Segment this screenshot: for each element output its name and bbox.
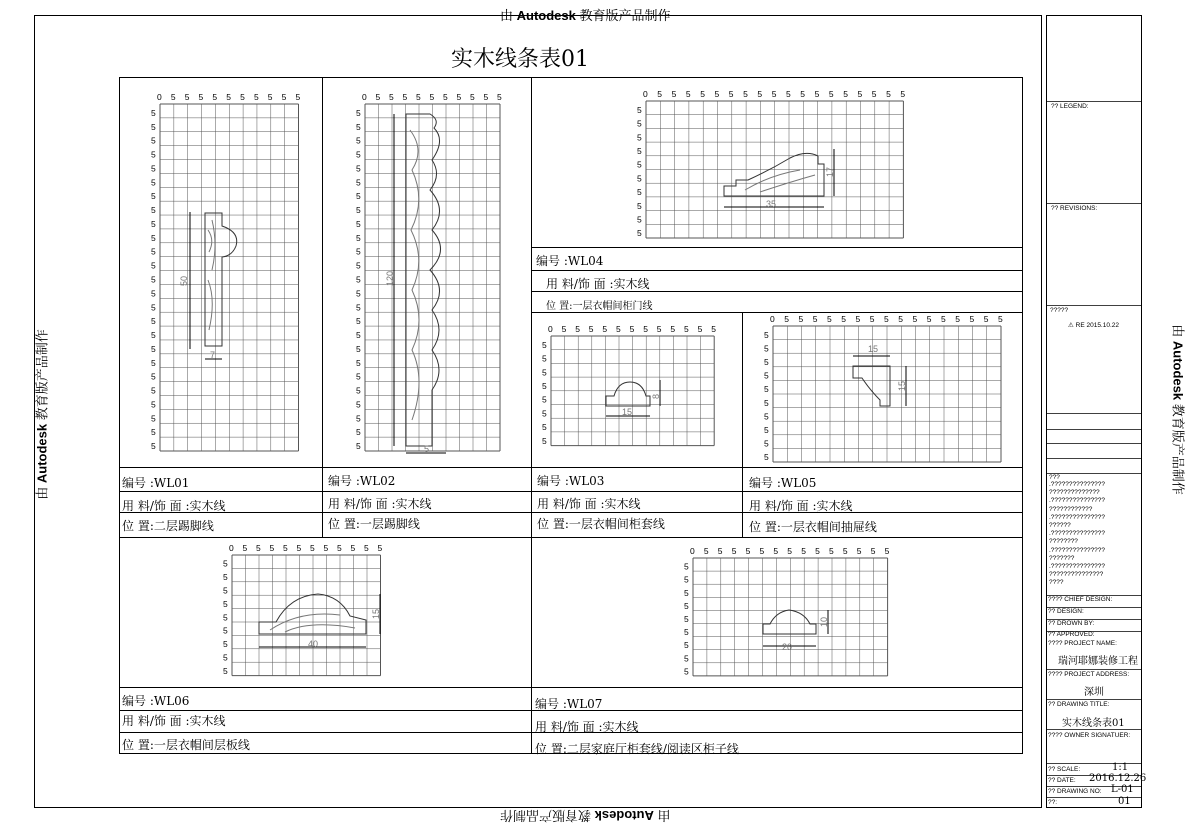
- revision-header: ?????: [1050, 307, 1069, 314]
- note-line: .???????????????: [1049, 497, 1106, 505]
- grid-col-label: 5: [983, 314, 989, 324]
- grid-row-label: 5: [151, 316, 156, 327]
- grid-row-label: 5: [637, 228, 642, 239]
- grid-row-label: 5: [637, 104, 642, 115]
- grid-col-label: 5: [656, 324, 662, 334]
- grid-col-label: 5: [728, 89, 734, 99]
- grid-col-label: 5: [798, 314, 804, 324]
- grid-col-label: 5: [759, 546, 765, 556]
- grid-row-label: 5: [223, 598, 228, 609]
- grid-row-label: 5: [356, 316, 361, 327]
- grid-row-label: 5: [637, 132, 642, 143]
- grid-row-label: 5: [356, 413, 361, 424]
- grid-row-label: 5: [223, 612, 228, 623]
- grid-row-label: 5: [151, 288, 156, 299]
- grid-row-label: 5: [684, 666, 689, 677]
- grid-col-label: 0: [643, 89, 648, 99]
- revisions-label: ?? REVISIONS:: [1051, 205, 1098, 212]
- wl04-material: 用 料/饰 面 :实木线: [546, 277, 650, 291]
- watermark-top: 由 Autodesk 教育版产品制作: [500, 8, 671, 23]
- grid-col-label: 5: [561, 324, 567, 334]
- grid-row-label: 5: [637, 187, 642, 198]
- drawing-title-label: ?? DRAWING TITLE:: [1048, 701, 1110, 708]
- grid-col-label: 0: [690, 546, 695, 556]
- wl05-location: 位 置:一层衣帽间抽屉线: [749, 520, 877, 534]
- grid-col-label: 0: [362, 92, 367, 102]
- grid-col-label: 5: [926, 314, 932, 324]
- grid-col-label: 5: [684, 324, 689, 334]
- grid-row-label: 5: [356, 246, 361, 257]
- project-address: 深圳: [1084, 687, 1104, 698]
- dim-wl04-height: 17: [825, 166, 835, 177]
- grid-col-label: 5: [337, 543, 342, 553]
- wl02-code: 编号 :WL02: [328, 474, 396, 488]
- grid-row-label: 5: [356, 330, 361, 341]
- grid-col-label: 5: [671, 89, 677, 99]
- grid-row-label: 5: [764, 343, 769, 354]
- grid-row-label: 5: [542, 353, 547, 364]
- grid-row-label: 5: [684, 627, 689, 638]
- wl03-material: 用 料/饰 面 :实木线: [537, 497, 641, 511]
- grid-row-label: 5: [684, 640, 689, 651]
- grid-col-label: 5: [456, 92, 462, 102]
- grid-col-label: 5: [267, 92, 273, 102]
- profile-wl04-outline: [724, 153, 824, 196]
- grid-col-label: 5: [443, 92, 448, 102]
- grid-row-label: 5: [356, 191, 361, 202]
- grid-row-label: 5: [637, 200, 642, 211]
- grid-col-label: 5: [998, 314, 1003, 324]
- grid-col-label: 5: [242, 543, 248, 553]
- grid-col-label: 5: [375, 92, 381, 102]
- wl03-location: 位 置:一层衣帽间柜套线: [537, 517, 665, 531]
- revision-entry: ⚠ RE 2015.10.22: [1068, 322, 1120, 329]
- wl01-material: 用 料/饰 面 :实木线: [122, 499, 226, 513]
- grid-col-label: 5: [827, 314, 832, 324]
- grid-col-label: 5: [801, 546, 806, 556]
- legend-label: ?? LEGEND:: [1051, 103, 1089, 110]
- grid-col-label: 0: [229, 543, 234, 553]
- grid-row-label: 5: [151, 246, 156, 257]
- chief-design-label: ???? CHIEF DESIGN:: [1048, 596, 1113, 603]
- note-line: .???????????????: [1049, 530, 1106, 538]
- grid-col-label: 5: [295, 92, 301, 102]
- watermark-left: 由 Autodesk 教育版产品制作: [34, 329, 50, 500]
- grid-row-label: 5: [151, 343, 156, 354]
- grid-col-label: 5: [350, 543, 356, 553]
- grid-row-label: 5: [356, 371, 361, 382]
- grid-col-label: 5: [184, 92, 190, 102]
- dim-wl07-width: 20: [782, 642, 793, 652]
- grid-row-label: 5: [356, 149, 361, 160]
- grid-col-label: 5: [743, 89, 748, 99]
- note-line: .???????????????: [1049, 546, 1106, 554]
- grid-row-label: 5: [356, 427, 361, 438]
- grid-row-label: 5: [223, 585, 228, 596]
- grid-col-label: 5: [871, 89, 877, 99]
- grid-row-label: 5: [637, 159, 642, 170]
- grid-row-label: 5: [764, 452, 769, 463]
- note-line: ???????: [1049, 554, 1075, 562]
- dim-wl03-height: 8: [651, 393, 661, 399]
- wl06-location: 位 置:一层衣帽间层板线: [122, 738, 250, 752]
- grid-row-label: 5: [637, 214, 642, 225]
- note-line: .???????????????: [1049, 513, 1106, 521]
- watermark-right: 由 Autodesk 教育版产品制作: [1170, 324, 1186, 495]
- grid-col-label: 5: [629, 324, 635, 334]
- dim-wl05-height: 15: [897, 380, 907, 391]
- wl03-code: 编号 :WL03: [537, 474, 605, 488]
- grid-row-label: 5: [356, 260, 361, 271]
- note-line: ????: [1049, 579, 1064, 587]
- dim-wl02-width: 5: [424, 444, 430, 454]
- grid-col-label: 5: [226, 92, 231, 102]
- grid-col-label: 5: [323, 543, 329, 553]
- grid-row-label: 5: [356, 399, 361, 410]
- dim-wl02-height: 120: [385, 270, 395, 286]
- grid-col-label: 5: [745, 546, 751, 556]
- grid-row-label: 5: [764, 425, 769, 435]
- grid-row-label: 5: [151, 149, 156, 160]
- grid-col-label: 5: [842, 546, 848, 556]
- grid-col-label: 5: [731, 546, 737, 556]
- owner-label: ???? OWNER SIGNATUER:: [1048, 732, 1131, 739]
- grid-row-label: 5: [542, 394, 547, 405]
- grid-row-label: 5: [151, 427, 156, 438]
- dim-wl01-width: 7: [210, 350, 216, 360]
- approved-label: ?? APPROVED:: [1048, 631, 1095, 638]
- grid-row-label: 5: [764, 357, 769, 367]
- grid-col-label: 5: [253, 92, 259, 102]
- drawing-no-value: L-01: [1111, 784, 1134, 795]
- grid-row-label: 5: [356, 302, 361, 313]
- note-line: ??????: [1049, 522, 1071, 529]
- grid-col-label: 5: [402, 92, 408, 102]
- grid-col-label: 5: [856, 546, 862, 556]
- scale-value: 1:1: [1112, 762, 1129, 773]
- watermark-bottom: 由 Autodesk 教育版产品制作: [500, 808, 671, 823]
- project-address-label: ???? PROJECT ADDRESS:: [1048, 671, 1130, 678]
- grid-col-label: 5: [812, 314, 818, 324]
- grid-row-label: 5: [151, 191, 156, 202]
- grid-col-label: 5: [364, 543, 369, 553]
- grid-row-label: 5: [151, 135, 156, 146]
- sheet-value: 01: [1118, 796, 1131, 807]
- grid-row-label: 5: [764, 411, 769, 422]
- grid-row-label: 5: [223, 625, 228, 636]
- grid-row-label: 5: [542, 339, 547, 350]
- grid-col-label: 5: [843, 89, 848, 99]
- grid-col-label: 5: [602, 324, 608, 334]
- design-label: ?? DESIGN:: [1048, 608, 1084, 615]
- grid-col-label: 5: [657, 89, 663, 99]
- grid-col-label: 5: [828, 89, 834, 99]
- date-label: ?? DATE:: [1048, 777, 1076, 784]
- grid-row-label: 5: [684, 561, 689, 572]
- grid-col-label: 5: [711, 324, 716, 334]
- grid-col-label: 0: [770, 314, 775, 324]
- date-value: 2016.12.26: [1089, 773, 1147, 784]
- grid-row-label: 5: [151, 205, 156, 216]
- wl02-location: 位 置:一层踢脚线: [328, 517, 420, 531]
- grid-col-label: 5: [198, 92, 204, 102]
- grid-col-label: 5: [757, 89, 763, 99]
- grid-col-label: 5: [310, 543, 315, 553]
- grid-row-label: 5: [764, 370, 769, 381]
- grid-col-label: 5: [884, 546, 890, 556]
- grid-col-label: 5: [829, 546, 834, 556]
- grid-col-label: 5: [841, 314, 846, 324]
- grid-row-label: 5: [356, 343, 361, 354]
- grid-col-label: 5: [212, 92, 218, 102]
- grid-row-label: 5: [151, 177, 156, 188]
- grid-row-label: 5: [151, 107, 156, 118]
- grid-col-label: 5: [703, 546, 709, 556]
- grid-row-label: 5: [151, 330, 156, 341]
- drawn-by-label: ?? DROWN BY:: [1048, 620, 1095, 627]
- grid-row-label: 5: [542, 367, 547, 378]
- grid-row-label: 5: [356, 177, 361, 188]
- grid-row-label: 5: [223, 665, 228, 676]
- grid-row-label: 5: [684, 587, 689, 598]
- notes-header: ???: [1049, 474, 1060, 481]
- dim-wl05-width: 15: [868, 344, 879, 354]
- grid-col-label: 5: [483, 92, 489, 102]
- grid-row-label: 5: [151, 274, 156, 285]
- dim-wl06-width: 40: [308, 639, 319, 649]
- grid-row-label: 5: [764, 397, 769, 408]
- grid-row-label: 5: [684, 613, 689, 624]
- grid-col-label: 5: [575, 324, 580, 334]
- wl01-location: 位 置:二层踢脚线: [122, 519, 214, 533]
- note-line: ????????: [1049, 538, 1078, 546]
- dim-wl03-width: 15: [622, 407, 633, 417]
- grid-col-label: 5: [470, 92, 475, 102]
- grid-col-label: 5: [497, 92, 502, 102]
- grid-row-label: 5: [542, 435, 547, 446]
- grid-row-label: 5: [356, 232, 361, 243]
- grid-row-label: 5: [542, 408, 547, 419]
- grid-col-label: 0: [157, 92, 162, 102]
- profile-wl06-outline: [259, 594, 366, 634]
- grid-row-label: 5: [356, 218, 361, 229]
- grid-col-label: 5: [898, 314, 903, 324]
- grid-row-label: 5: [764, 438, 769, 449]
- grid-col-label: 5: [800, 89, 806, 99]
- wl06-code: 编号 :WL06: [122, 694, 190, 708]
- grid-row-label: 5: [356, 205, 361, 216]
- grid-row-label: 5: [356, 107, 361, 118]
- grid-row-label: 5: [356, 274, 361, 285]
- dim-wl07-height: 10: [819, 616, 829, 627]
- grid-row-label: 5: [542, 422, 547, 433]
- dim-wl01-height: 50: [179, 275, 189, 286]
- grid-row-label: 5: [637, 145, 642, 156]
- note-line: .???????????????: [1049, 481, 1106, 488]
- grid-col-label: 5: [416, 92, 421, 102]
- grid-row-label: 5: [151, 302, 156, 313]
- grid-col-label: 5: [884, 314, 889, 324]
- grid-row-label: 5: [684, 574, 689, 585]
- note-line: ????????????: [1049, 505, 1093, 513]
- grid-row-label: 5: [356, 385, 361, 396]
- grid-col-label: 0: [548, 324, 553, 334]
- grid-row-label: 5: [151, 357, 156, 368]
- grid-col-label: 5: [616, 324, 621, 334]
- grid-col-label: 5: [643, 324, 648, 334]
- grid-col-label: 5: [869, 314, 875, 324]
- grid-row-label: 5: [151, 413, 156, 424]
- warning-icon: ⚠: [1068, 322, 1074, 329]
- grid-col-label: 5: [886, 89, 891, 99]
- grid-row-label: 5: [151, 121, 156, 132]
- grid-col-label: 5: [670, 324, 676, 334]
- wl07-material: 用 料/饰 面 :实木线: [535, 720, 639, 734]
- grid-row-label: 5: [151, 441, 156, 452]
- grid-row-label: 5: [223, 572, 228, 583]
- grid-col-label: 5: [784, 314, 789, 324]
- grid-col-label: 5: [685, 89, 691, 99]
- grid-col-label: 5: [389, 92, 394, 102]
- grid-row-label: 5: [542, 380, 547, 391]
- dim-wl06-height: 15: [371, 608, 381, 619]
- drawing-title: 实木线条表01: [1062, 718, 1125, 729]
- grid-col-label: 5: [870, 546, 876, 556]
- profile-wl05-outline: [853, 366, 890, 406]
- drawing-no-label: ?? DRAWING NO:: [1048, 788, 1102, 795]
- grid-row-label: 5: [151, 371, 156, 382]
- profile-wl02-outline: [406, 114, 441, 446]
- grid-col-label: 5: [815, 546, 820, 556]
- project-name: 瑞河耶娜装修工程: [1058, 656, 1138, 667]
- grid-col-label: 5: [281, 92, 287, 102]
- grid-col-label: 5: [941, 314, 946, 324]
- profile-wl07-outline: [763, 610, 816, 634]
- grid-row-label: 5: [223, 558, 228, 569]
- sheet-label: ??:: [1048, 799, 1058, 806]
- grid-col-label: 5: [714, 89, 720, 99]
- grid-row-label: 5: [684, 600, 689, 611]
- grid-col-label: 5: [771, 89, 777, 99]
- grid-col-label: 5: [429, 92, 435, 102]
- grid-col-label: 5: [969, 314, 975, 324]
- grid-row-label: 5: [151, 260, 156, 271]
- note-line: .???????????????: [1049, 563, 1106, 570]
- note-line: ???????????????: [1049, 571, 1104, 579]
- grid-col-label: 5: [269, 543, 275, 553]
- grid-row-label: 5: [684, 653, 689, 664]
- project-name-label: ???? PROJECT NAME:: [1048, 640, 1117, 647]
- wl02-material: 用 料/饰 面 :实木线: [328, 497, 432, 511]
- grid-col-label: 5: [900, 89, 906, 99]
- grid-col-label: 5: [700, 89, 705, 99]
- grid-col-label: 5: [697, 324, 703, 334]
- wl07-location: 位 置:二层家庭厅柜套线/阅读区柜子线: [535, 742, 739, 756]
- scale-label: ?? SCALE:: [1048, 766, 1081, 773]
- dim-wl04-width: 35: [766, 199, 777, 209]
- grid-col-label: 5: [955, 314, 960, 324]
- grid-row-label: 5: [356, 441, 361, 452]
- wl04-location: 位 置:一层衣帽间柜门线: [546, 301, 653, 312]
- grid-col-label: 5: [773, 546, 779, 556]
- grid-row-label: 5: [151, 163, 156, 174]
- grid-row-label: 5: [151, 232, 156, 243]
- grid-col-label: 5: [283, 543, 288, 553]
- wl01-code: 编号 :WL01: [122, 476, 190, 490]
- grid-row-label: 5: [356, 163, 361, 174]
- grid-row-label: 5: [637, 118, 642, 129]
- grid-col-label: 5: [256, 543, 261, 553]
- grid-col-label: 5: [588, 324, 594, 334]
- grid-row-label: 5: [356, 121, 361, 132]
- grid-col-label: 5: [814, 89, 820, 99]
- grid-row-label: 5: [223, 652, 228, 663]
- grid-col-label: 5: [786, 89, 791, 99]
- wl04-code: 编号 :WL04: [536, 254, 604, 268]
- grid-col-label: 5: [377, 543, 383, 553]
- wl05-material: 用 料/饰 面 :实木线: [749, 499, 853, 513]
- grid-row-label: 5: [764, 329, 769, 340]
- grid-col-label: 5: [296, 543, 302, 553]
- grid-row-label: 5: [356, 288, 361, 299]
- grid-row-label: 5: [764, 384, 769, 395]
- grid-row-label: 5: [223, 639, 228, 650]
- page-title: 实木线条表01: [451, 47, 589, 72]
- note-line: ??????????????: [1049, 489, 1100, 497]
- profile-wl03-outline: [606, 382, 650, 406]
- grid-col-label: 5: [855, 314, 861, 324]
- grid-col-label: 5: [240, 92, 245, 102]
- grid-col-label: 5: [912, 314, 918, 324]
- grid-row-label: 5: [356, 135, 361, 146]
- wl05-code: 编号 :WL05: [749, 476, 817, 490]
- grid-row-label: 5: [637, 173, 642, 184]
- grid-row-label: 5: [151, 399, 156, 410]
- grid-col-label: 5: [857, 89, 863, 99]
- grid-col-label: 5: [170, 92, 176, 102]
- grid-row-label: 5: [151, 218, 156, 229]
- wl06-material: 用 料/饰 面 :实木线: [122, 714, 226, 728]
- wl07-code: 编号 :WL07: [535, 697, 603, 711]
- grid-col-label: 5: [787, 546, 793, 556]
- grid-row-label: 5: [151, 385, 156, 396]
- grid-row-label: 5: [356, 357, 361, 368]
- grid-col-label: 5: [717, 546, 723, 556]
